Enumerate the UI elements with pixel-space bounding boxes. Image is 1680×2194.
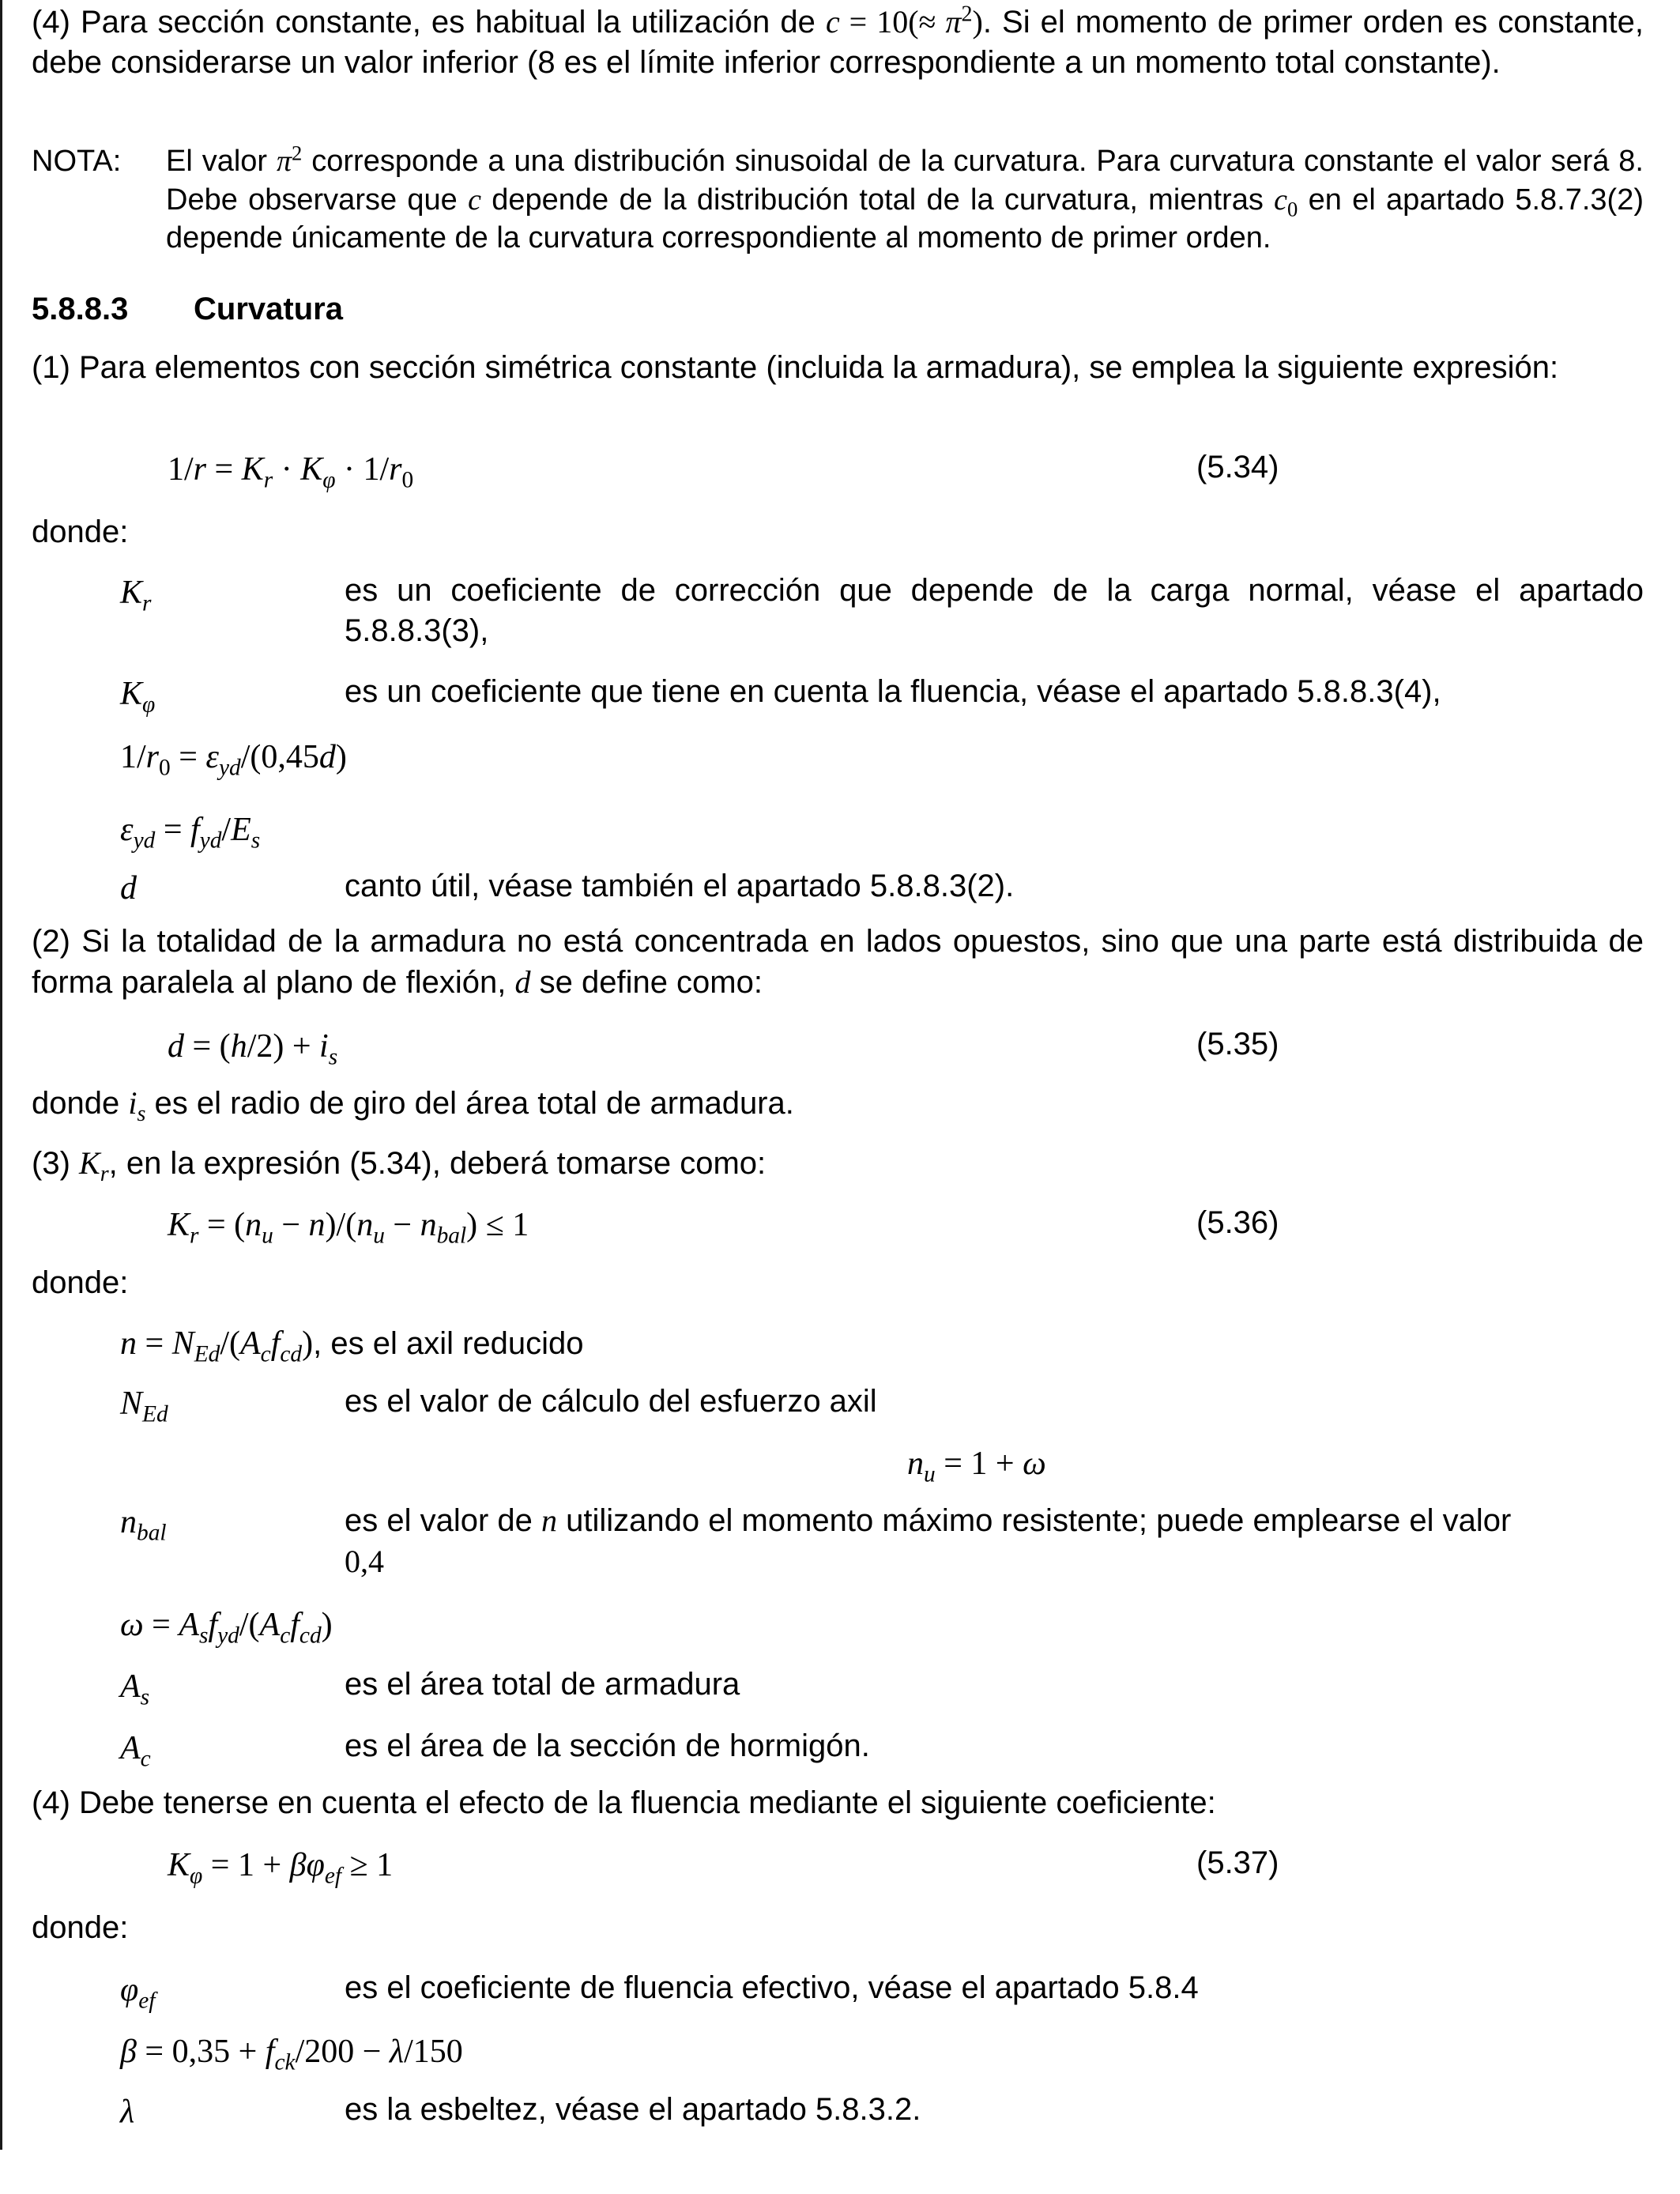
equation-5-35: $d = (h/2) + i_s$ bbox=[168, 1028, 338, 1070]
donde-label-2: donde: bbox=[32, 1265, 129, 1300]
symbol-d: d bbox=[120, 870, 137, 907]
definition-nbal: es el valor de n utilizando el momento máximo resistente; puede emplearse el valor 0,4 bbox=[345, 1502, 1512, 1580]
equation-number-5-35: (5.35) bbox=[1196, 1027, 1279, 1061]
definition-Ac: es el área de la sección de hormigón. bbox=[345, 1728, 870, 1763]
definition-Kphi: es un coeficiente que tiene en cuenta la fluencia, véase el apartado 5.8.8.3(4), bbox=[345, 674, 1441, 709]
symbol-As: $A_s$ bbox=[120, 1668, 150, 1710]
donde-label-3: donde: bbox=[32, 1910, 129, 1945]
donde-label-1: donde: bbox=[32, 515, 129, 549]
definition-phi-ef: es el coeficiente de fluencia efectivo, véase el apartado 5.8.4 bbox=[345, 1970, 1199, 2005]
formula-nu: $n_u = 1 + \omega$ bbox=[907, 1446, 1046, 1487]
section-number: 5.8.8.3 bbox=[32, 292, 129, 326]
paragraph-1: (1) Para elementos con sección simétrica constante (incluida la armadura), se emplea la siguiente expresión: bbox=[32, 350, 1559, 385]
definition-lambda: es la esbeltez, véase el apartado 5.8.3.2. bbox=[345, 2092, 921, 2127]
note-text: El valor $\pi^2$ corresponde a una distribución sinusoidal de la curvatura. Para curvatura constante el valor será 8. Debe observarse que c depende de la distribución total de la curvatura, mientras $c_0$ en el apartado 5.8.7.3(2) depende únicamente de la curvatura correspondiente al momento de primer orden. bbox=[166, 141, 1644, 255]
formula-n-axil-reducido: $n = N_{Ed}/(A_cf_{cd})$, es el axil reducido bbox=[120, 1325, 584, 1367]
symbol-Kr: $K_r$ bbox=[120, 575, 152, 616]
formula-beta: $\beta = 0,35 + f_{ck}/200 - \lambda/150$ bbox=[120, 2034, 463, 2075]
definition-NEd: es el valor de cálculo del esfuerzo axil bbox=[345, 1384, 877, 1419]
left-margin-rule bbox=[0, 0, 2, 2150]
equation-5-34: $1/r = K_r \cdot K_\varphi \cdot 1/r_0$ bbox=[168, 451, 414, 493]
formula-omega: $\omega = A_sf_{yd}/(A_cf_{cd})$ bbox=[120, 1607, 333, 1649]
equation-5-36: $K_r = (n_u - n)/(n_u - n_{bal}) \le 1$ bbox=[168, 1207, 529, 1249]
equation-number-5-36: (5.36) bbox=[1196, 1205, 1279, 1240]
section-heading bbox=[32, 289, 343, 330]
symbol-lambda: λ bbox=[120, 2094, 135, 2130]
section-title: Curvatura bbox=[194, 292, 343, 326]
equation-number-5-37: (5.37) bbox=[1196, 1845, 1279, 1880]
definition-Kr: es un coeficiente de corrección que depende de la carga normal, véase el apartado 5.8.8.3(3), bbox=[345, 573, 1644, 649]
paragraph-2: (2) Si la totalidad de la armadura no está concentrada en lados opuestos, sino que una parte está distribuida de forma paralela al plano de flexión, d se define como: bbox=[32, 924, 1644, 1001]
symbol-nbal: $n_{bal}$ bbox=[120, 1504, 167, 1546]
equation-number-5-34: (5.34) bbox=[1196, 450, 1279, 484]
definition-d: canto útil, véase también el apartado 5.8.8.3(2). bbox=[345, 869, 1015, 903]
note-block bbox=[32, 142, 1644, 258]
paragraph-4-creep: (4) Debe tenerse en cuenta el efecto de la fluencia mediante el siguiente coeficiente: bbox=[32, 1785, 1216, 1820]
symbol-Kphi: $K_\varphi$ bbox=[120, 676, 156, 718]
formula-epsilon-yd: $\varepsilon_{yd} = f_{yd}/E_s$ bbox=[120, 812, 261, 854]
formula-1-over-r0: $1/r_0 = \varepsilon_{yd}/(0,45d)$ bbox=[120, 739, 347, 781]
donde-is-sentence: donde $i_s$ es el radio de giro del área total de armadura. bbox=[32, 1085, 794, 1126]
symbol-phi-ef: $\varphi_{ef}$ bbox=[120, 1972, 156, 2014]
equation-5-37: $K_\varphi = 1 + \beta\varphi_{ef} \ge 1$ bbox=[168, 1847, 394, 1889]
paragraph-4-section-constant: (4) Para sección constante, es habitual la utilización de $c = 10(\approx \pi^2)$. Si el momento de primer orden es constante, debe considerarse un valor inferior (8 es el límite inferior correspondiente a un momento total constante). bbox=[32, 2, 1644, 81]
symbol-Ac: $A_c$ bbox=[120, 1730, 151, 1772]
symbol-NEd: $N_{Ed}$ bbox=[120, 1385, 168, 1427]
paragraph-3: (3) $K_r$, en la expresión (5.34), deberá tomarse como: bbox=[32, 1145, 767, 1186]
definition-As: es el área total de armadura bbox=[345, 1667, 740, 1702]
note-label: NOTA: bbox=[32, 145, 122, 178]
